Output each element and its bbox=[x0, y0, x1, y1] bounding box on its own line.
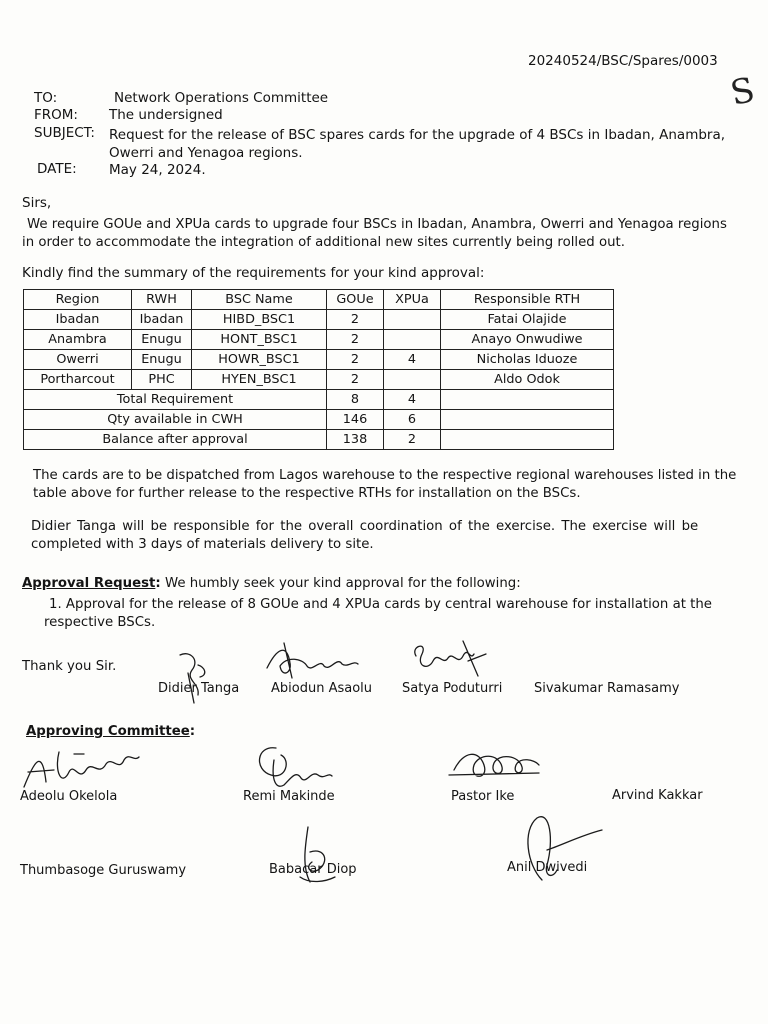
table-cell: Portharcout bbox=[24, 370, 132, 390]
table-cell: Anayo Onwudiwe bbox=[441, 330, 614, 350]
signatory-name: Didier Tanga bbox=[158, 681, 240, 696]
committee-member-name: Anil Dwivedi bbox=[507, 860, 588, 875]
table-cell bbox=[384, 310, 441, 330]
column-header: RWH bbox=[132, 290, 192, 310]
salutation: Sirs, bbox=[22, 195, 52, 211]
total-xpua: 6 bbox=[384, 410, 441, 430]
to-value: Network Operations Committee bbox=[114, 90, 329, 106]
committee-member-name: Remi Makinde bbox=[243, 789, 335, 804]
total-goue: 146 bbox=[327, 410, 384, 430]
dispatch-line-2: table above for further release to the respective RTHs for installation on the BSCs. bbox=[33, 486, 581, 501]
table-cell: PHC bbox=[132, 370, 192, 390]
table-row bbox=[24, 330, 614, 350]
table-cell: 2 bbox=[327, 350, 384, 370]
total-xpua: 2 bbox=[384, 430, 441, 450]
subject-line-1: Request for the release of BSC spares cards for the upgrade of 4 BSCs in Ibadan, Anambra, bbox=[109, 127, 726, 143]
total-label: Qty available in CWH bbox=[24, 410, 327, 430]
table-cell: Anambra bbox=[24, 330, 132, 350]
total-xpua: 4 bbox=[384, 390, 441, 410]
committee-member-name: Thumbasoge Guruswamy bbox=[20, 863, 187, 878]
column-header: XPUa bbox=[384, 290, 441, 310]
table-cell bbox=[384, 330, 441, 350]
total-row bbox=[24, 410, 614, 430]
coordination-line-1: Didier Tanga will be responsible for the overall coordination of the exercise. The exercise will be bbox=[31, 519, 699, 534]
dispatch-line-1: The cards are to be dispatched from Lagos warehouse to the respective regional warehouses listed in the bbox=[33, 468, 737, 483]
signature-abiodun-asaolu bbox=[262, 638, 362, 683]
table-cell-empty bbox=[441, 430, 614, 450]
signature-remi-makinde bbox=[246, 740, 336, 795]
approval-item-1-line-2: respective BSCs. bbox=[44, 615, 156, 630]
intro-line-1: We require GOUe and XPUa cards to upgrade four BSCs in Ibadan, Anambra, Owerri and Yenagoa regions bbox=[27, 217, 727, 232]
committee-heading: Approving Committee bbox=[26, 724, 190, 739]
approval-request bbox=[22, 576, 521, 591]
to-label: TO: bbox=[34, 90, 58, 106]
date-value: May 24, 2024. bbox=[109, 162, 206, 178]
from-value: The undersigned bbox=[109, 107, 223, 123]
committee-member-name: Babacar Diop bbox=[269, 862, 357, 877]
coordination-line-2: completed with 3 days of materials delivery to site. bbox=[31, 537, 374, 552]
table-cell: 4 bbox=[384, 350, 441, 370]
total-row bbox=[24, 390, 614, 410]
approval-heading: Approval Request bbox=[22, 576, 156, 591]
table-cell: HYEN_BSC1 bbox=[192, 370, 327, 390]
table-cell: HIBD_BSC1 bbox=[192, 310, 327, 330]
table-cell: 2 bbox=[327, 370, 384, 390]
committee-member-name: Arvind Kakkar bbox=[612, 788, 703, 803]
signature-satya-poduturri bbox=[408, 636, 488, 681]
approval-colon: : bbox=[155, 576, 161, 591]
column-header: Region bbox=[24, 290, 132, 310]
table-header-row bbox=[24, 290, 614, 310]
total-label: Total Requirement bbox=[24, 390, 327, 410]
table-cell bbox=[384, 370, 441, 390]
reference-number: 20240524/BSC/Spares/0003 bbox=[528, 53, 718, 69]
total-row bbox=[24, 430, 614, 450]
table-cell: Enugu bbox=[132, 350, 192, 370]
committee-heading-colon: : bbox=[189, 724, 196, 739]
table-cell: Ibadan bbox=[24, 310, 132, 330]
table-cell: Fatai Olajide bbox=[441, 310, 614, 330]
table-cell-empty bbox=[441, 410, 614, 430]
table-cell: 2 bbox=[327, 330, 384, 350]
requirements-table bbox=[23, 289, 614, 450]
committee-member-name: Adeolu Okelola bbox=[20, 789, 118, 804]
table-cell: Ibadan bbox=[132, 310, 192, 330]
table-row bbox=[24, 370, 614, 390]
table-row bbox=[24, 310, 614, 330]
signature-didier-tanga bbox=[170, 645, 220, 705]
table-cell: HONT_BSC1 bbox=[192, 330, 327, 350]
signatory-name: Sivakumar Ramasamy bbox=[534, 681, 680, 696]
column-header: Responsible RTH bbox=[441, 290, 614, 310]
summary-intro: Kindly find the summary of the requirements for your kind approval: bbox=[22, 265, 485, 281]
table-cell: HOWR_BSC1 bbox=[192, 350, 327, 370]
signatory-name: Abiodun Asaolu bbox=[271, 681, 373, 696]
signatory-name: Satya Poduturri bbox=[402, 681, 503, 696]
signature-anil-dwivedi bbox=[512, 810, 612, 890]
signature-pastor-ike bbox=[444, 745, 544, 785]
column-header: BSC Name bbox=[192, 290, 327, 310]
table-cell: Enugu bbox=[132, 330, 192, 350]
table-cell: Aldo Odok bbox=[441, 370, 614, 390]
column-header: GOUe bbox=[327, 290, 384, 310]
handwritten-mark: S bbox=[727, 70, 759, 114]
thanks-line: Thank you Sir. bbox=[22, 659, 117, 674]
intro-line-2: in order to accommodate the integration of additional new sites currently being rolled out. bbox=[22, 235, 625, 250]
table-cell: Owerri bbox=[24, 350, 132, 370]
date-label: DATE: bbox=[37, 161, 77, 177]
approval-text: We humbly seek your kind approval for the following: bbox=[164, 576, 521, 591]
table-cell-empty bbox=[441, 390, 614, 410]
subject-line-2: Owerri and Yenagoa regions. bbox=[109, 145, 303, 161]
committee-heading-line bbox=[26, 724, 195, 739]
table-cell: Nicholas Iduoze bbox=[441, 350, 614, 370]
signature-babacar-diop bbox=[290, 822, 350, 892]
total-goue: 138 bbox=[327, 430, 384, 450]
total-label: Balance after approval bbox=[24, 430, 327, 450]
table-cell: 2 bbox=[327, 310, 384, 330]
table-row bbox=[24, 350, 614, 370]
committee-member-name: Pastor Ike bbox=[451, 789, 515, 804]
total-goue: 8 bbox=[327, 390, 384, 410]
approval-item-1-line-1: 1. Approval for the release of 8 GOUe and 4 XPUa cards by central warehouse for installation at the bbox=[49, 597, 712, 612]
subject-label: SUBJECT: bbox=[34, 125, 95, 141]
from-label: FROM: bbox=[34, 107, 78, 123]
